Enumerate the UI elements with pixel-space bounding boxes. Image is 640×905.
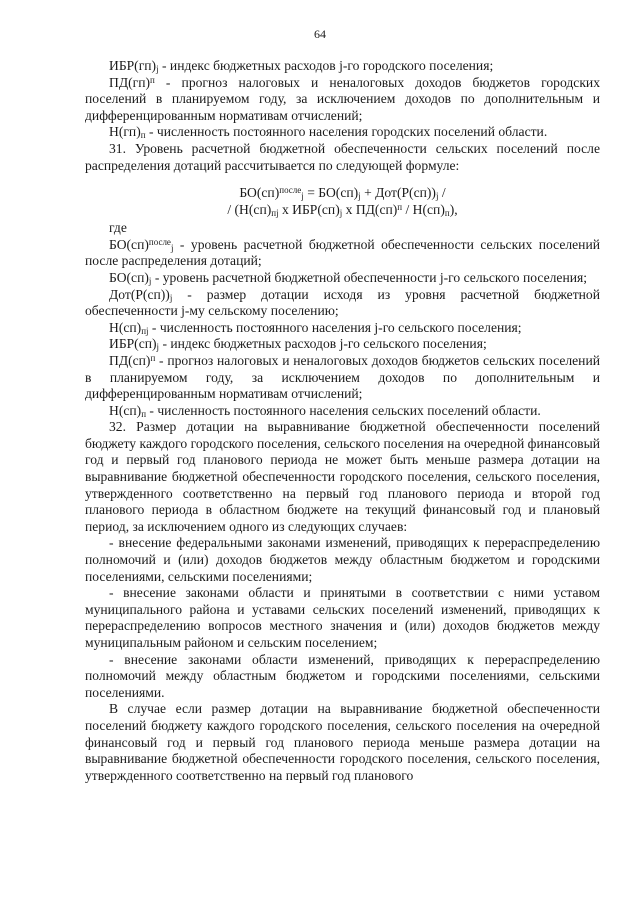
definition-item — [85, 353, 600, 403]
document-body — [85, 58, 600, 784]
definition-item — [85, 75, 600, 125]
definition-term: ИБР(гп) — [109, 58, 157, 73]
term-subscript: j — [156, 64, 159, 74]
section-32-closing: В случае если размер дотации на выравнивание бюджетной обеспеченности поселений бюджету каждого городского поселения, сельского поселения на очередной финансовый год и первый год планового периода меньше размера дотации на выравнивание бюджетной обеспеченности городского поселения, сельского поселения, утвержденного соответственно на первый год планового — [85, 701, 600, 783]
page-number: 64 — [314, 27, 326, 41]
term-subscript: j — [169, 292, 173, 303]
definition-text: - прогноз налоговых и неналоговых доходов бюджетов городских поселений в планируемом году, за исключением доходов по дополнительным и дифференцированным нормативам отчислений; — [85, 74, 600, 123]
definition-term: Н(сп) — [109, 402, 142, 418]
definition-text: - уровень расчетной бюджетной обеспеченности сельских поселений после распределения дотаций; — [85, 236, 600, 269]
term-subscript: п — [141, 408, 147, 419]
definition-text: - размер дотации исходя из уровня расчетной бюджетной обеспеченности j-му сельскому поселению; — [85, 286, 600, 319]
section-31-intro: 31. Уровень расчетной бюджетной обеспеченности сельских поселений после распределения дотаций рассчитывается по следующей формуле: — [85, 140, 600, 173]
where-label: где — [109, 220, 127, 236]
formula-line-1: $БО(сп)^{после}_j = БО(сп)_j + Дот(Р(сп))_j$ / — [239, 185, 446, 202]
definition-item — [85, 320, 600, 337]
definition-term: Н(сп) — [109, 319, 142, 335]
definition-item — [85, 403, 600, 420]
term-subscript: j — [156, 342, 160, 353]
definitions-city-settlements — [85, 58, 600, 141]
formula-31 — [85, 184, 600, 218]
definition-term: Дот(Р(сп)) — [109, 286, 170, 302]
definition-term: ИБР(сп) — [109, 336, 157, 352]
definition-text: - индекс бюджетных расходов j-го сельского поселения; — [159, 336, 487, 352]
definition-term: ПД(гп) — [109, 74, 150, 90]
definition-item — [85, 124, 600, 141]
section-32-text: 32. Размер дотации на выравнивание бюджетной обеспеченности поселений бюджету каждого городского поселения, сельского поселения на очередной финансовый год и первый год планового периода не может быть меньше размера дотации на выравнивание бюджетной обеспеченности городского поселения, сельского поселения, утвержденного соответственно на первый год планового периода и второй год планового периода в областном бюджете на текущий финансовый год и плановый период, за исключением одного из следующих случаев: — [85, 419, 600, 534]
definition-term: Н(гп) — [109, 124, 141, 140]
term-superscript: п — [150, 74, 155, 85]
definitions-rural-settlements — [85, 237, 600, 420]
term-subscript: пj — [141, 325, 149, 336]
definition-item — [85, 270, 600, 287]
definition-text: - прогноз налоговых и неналоговых доходов бюджетов сельских поселений в планируемом году, за исключением доходов по дополнительным и дифференцированным нормативам отчислений; — [85, 352, 600, 402]
term-superscript: после — [148, 236, 171, 247]
term-superscript: п — [150, 352, 156, 363]
definition-term: ПД(сп) — [109, 352, 151, 368]
case-list-item: - внесение федеральными законами изменений, приводящих к перераспределению полномочий и (или) доходов бюджетов между областным бюджетом и городскими поселениями, сельскими поселениями; — [85, 535, 600, 584]
definition-item — [85, 287, 600, 320]
definition-term: БО(сп) — [109, 269, 149, 285]
definition-item — [85, 336, 600, 353]
definition-text: - численность постоянного населения j-го сельского поселения; — [148, 319, 522, 335]
definition-text: - уровень расчетной бюджетной обеспеченности j-го сельского поселения; — [151, 269, 588, 285]
case-list-item: - внесение законами области изменений, приводящих к перераспределению полномочий между областным бюджетом и городскими поселениями, сельскими поселениями. — [85, 651, 600, 700]
definition-text: - численность постоянного населения городских поселений области. — [145, 124, 548, 140]
section-32-cases-list — [85, 535, 600, 701]
formula-line-2: / ($Н(сп)_{пj}$ х $ИБР(сп)_j$ х $ПД(сп)^п / Н(сп)_п$), — [227, 202, 458, 219]
case-list-item: - внесение законами области и принятыми в соответствии с ними уставом муниципального района и уставами сельских поселений изменений, приводящих к перераспределению вопросов местного значения и (или) доходов бюджетов между муниципальным районом и сельским поселением; — [85, 585, 600, 650]
term-subscript: п — [140, 130, 146, 141]
definition-text: - индекс бюджетных расходов j-го городского поселения; — [158, 58, 494, 73]
term-subscript: j — [170, 242, 174, 253]
definition-term: БО(сп) — [109, 236, 149, 252]
definition-item — [85, 237, 600, 270]
definition-item — [85, 58, 600, 75]
definition-text: - численность постоянного населения сельских поселений области. — [146, 402, 541, 418]
term-subscript: j — [148, 275, 152, 286]
